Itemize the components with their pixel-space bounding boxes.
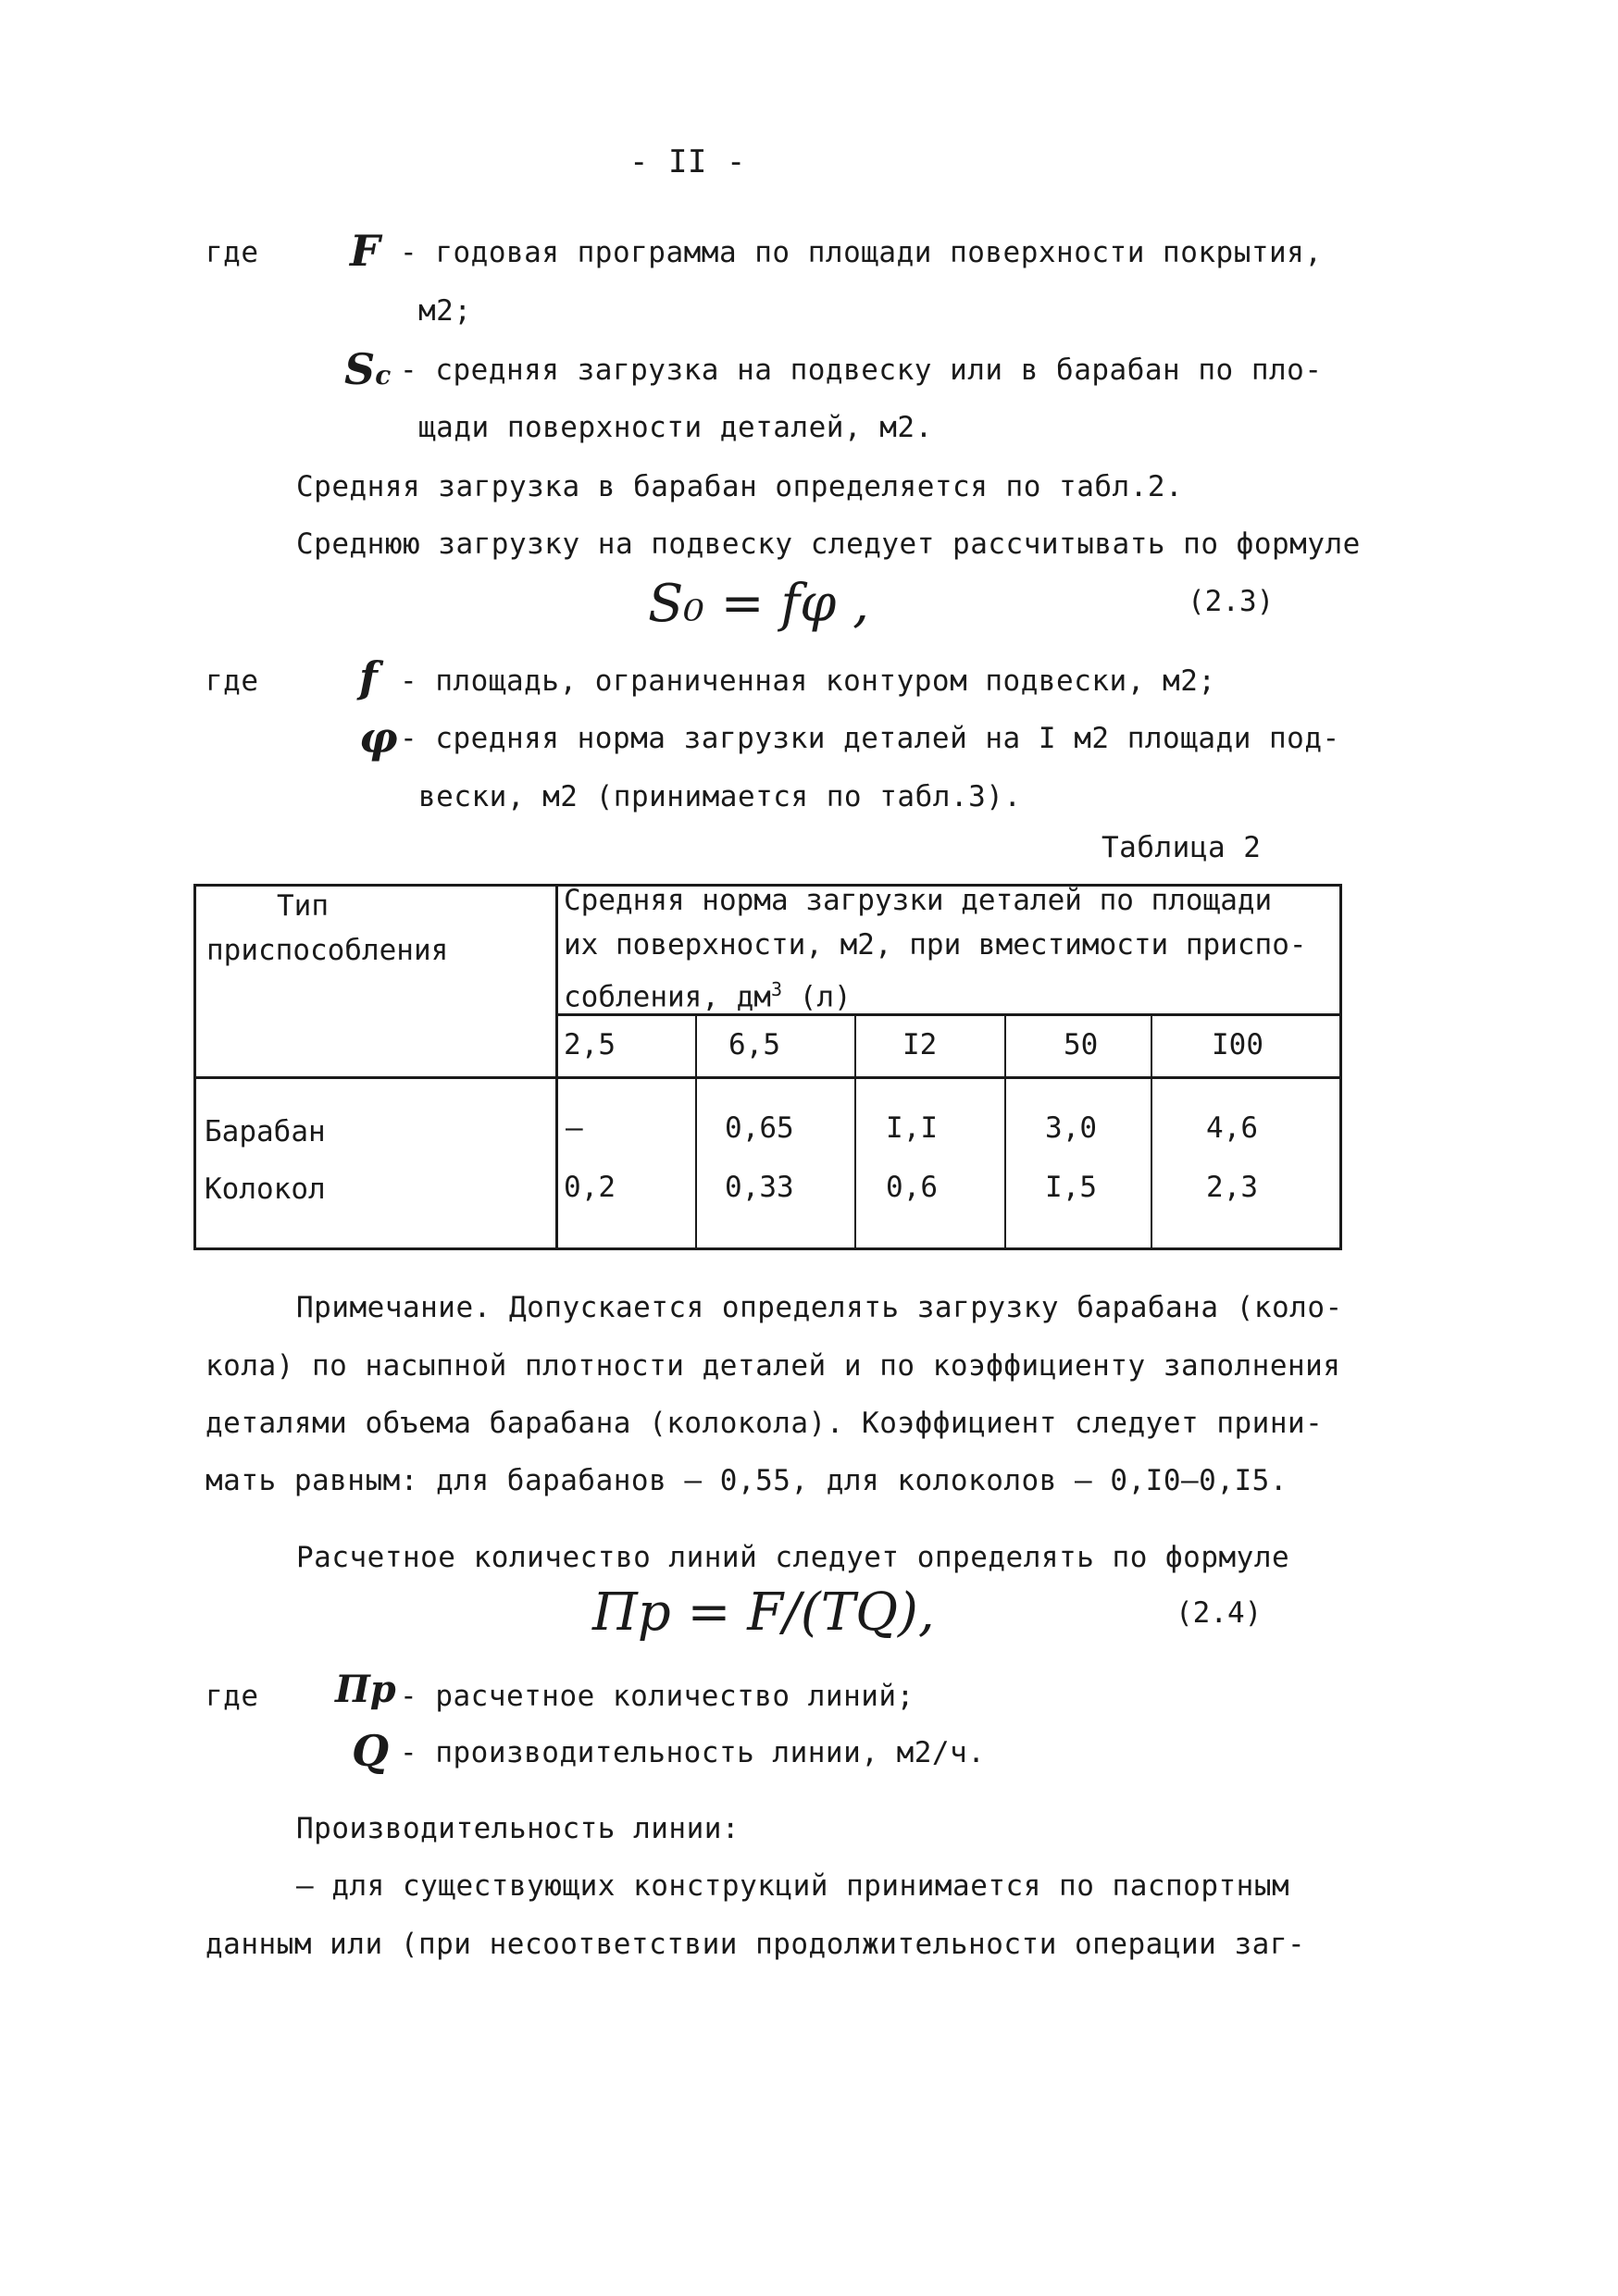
header-span-line3 (564, 967, 852, 1019)
paragraph-2: Среднюю загрузку на подвеску следует рассчитывать по формуле (296, 527, 1361, 561)
row-1-val-4: 3,0 (1045, 1111, 1097, 1145)
row-1-name: Барабан (205, 1115, 326, 1148)
formula-2-3: S₀ = fφ , (648, 574, 869, 634)
note-line3: деталями объема барабана (колокола). Коэффициент следует прини- (205, 1407, 1324, 1440)
symbol-S-subscript: c (375, 360, 392, 391)
capacity-1: 2,5 (564, 1028, 616, 1061)
def-S-line2: щади поверхности деталей, м2. (418, 411, 933, 444)
formula-2-4-number: (2.4) (1176, 1596, 1263, 1630)
formula-2-4: Пр = F/(TQ), (592, 1582, 935, 1643)
row-2-val-2: 0,33 (725, 1171, 794, 1204)
def-Pp-line: - расчетное количество линий; (400, 1680, 915, 1713)
symbol-Pp: Пр (335, 1668, 396, 1711)
symbol-F: F (350, 226, 380, 276)
row-2-val-5: 2,3 (1206, 1171, 1258, 1204)
capacity-4: 50 (1064, 1028, 1099, 1061)
def-f-line: - площадь, ограниченная контуром подвески, м2; (400, 664, 1216, 698)
def-F-line2: м2; (418, 294, 472, 328)
where-label-3: где (205, 1680, 259, 1713)
row-1-val-5: 4,6 (1206, 1111, 1258, 1145)
row-2-val-1: 0,2 (564, 1171, 616, 1204)
table-vline-2 (695, 1013, 697, 1250)
symbol-S-main: S (344, 344, 376, 394)
row-1-val-2: 0,65 (725, 1111, 794, 1145)
symbol-Q: Q (352, 1726, 390, 1776)
def-F-line1: - годовая программа по площади поверхности покрытия, (400, 236, 1323, 269)
table-border-left (193, 884, 196, 1250)
def-phi-line1: - средняя норма загрузки деталей на I м2 площади под- (400, 722, 1340, 755)
table-vline-1 (555, 884, 558, 1250)
capacity-5: I00 (1212, 1028, 1263, 1061)
note-line1: Примечание. Допускается определять загрузку барабана (коло- (296, 1291, 1343, 1324)
header-type-line1: Тип (277, 889, 329, 923)
page-number: - II - (629, 143, 746, 180)
note-line2: кола) по насыпной плотности деталей и по коэффициенту заполнения (205, 1349, 1341, 1383)
paragraph-3: Расчетное количество линий следует определять по формуле (296, 1541, 1290, 1574)
def-phi-line2: вески, м2 (принимается по табл.3). (418, 780, 1022, 813)
table-line-header-bottom (193, 1076, 1342, 1079)
paragraph-5-line2: данным или (при несоответствии продолжительности операции заг- (205, 1928, 1306, 1961)
paragraph-1: Средняя загрузка в барабан определяется по табл.2. (296, 470, 1184, 503)
table-vline-5 (1151, 1013, 1152, 1250)
table-border-right (1339, 884, 1342, 1250)
table-vline-4 (1004, 1013, 1006, 1250)
def-S-line1: - средняя загрузка на подвеску или в барабан по пло- (400, 354, 1323, 387)
symbol-phi: φ (359, 713, 398, 763)
header-span-unit-tail: (л) (782, 980, 852, 1014)
row-2-val-4: I,5 (1045, 1171, 1097, 1204)
capacity-3: I2 (902, 1028, 938, 1061)
paragraph-4: Производительность линии: (296, 1812, 741, 1845)
header-span-line1: Средняя норма загрузки деталей по площади (564, 884, 1273, 917)
symbol-f: f (359, 652, 378, 702)
header-span-unit: собления, дм (564, 980, 771, 1014)
row-1-val-3: I,I (886, 1111, 938, 1145)
table-caption: Таблица 2 (1101, 831, 1262, 864)
header-type-line2: приспособления (206, 934, 449, 967)
where-label-2: где (205, 664, 259, 698)
table-vline-3 (854, 1013, 856, 1250)
header-span-unit-sup: 3 (770, 978, 783, 1000)
header-span-line2: их поверхности, м2, при вместимости приспо- (564, 928, 1307, 962)
table-border-bottom (193, 1247, 1342, 1250)
def-Q-line: - производительность линии, м2/ч. (400, 1736, 986, 1769)
table-2 (193, 884, 1342, 1250)
paragraph-5-line1: – для существующих конструкций принимается по паспортным (296, 1869, 1290, 1903)
note-line4: мать равным: для барабанов – 0,55, для колоколов – 0,I0–0,I5. (205, 1464, 1288, 1497)
row-1-val-1: – (566, 1111, 583, 1145)
formula-2-3-number: (2.3) (1188, 585, 1275, 618)
symbol-S (344, 344, 391, 394)
row-2-name: Колокол (205, 1173, 326, 1206)
row-2-val-3: 0,6 (886, 1171, 938, 1204)
capacity-2: 6,5 (728, 1028, 780, 1061)
where-label-1: где (205, 236, 259, 269)
